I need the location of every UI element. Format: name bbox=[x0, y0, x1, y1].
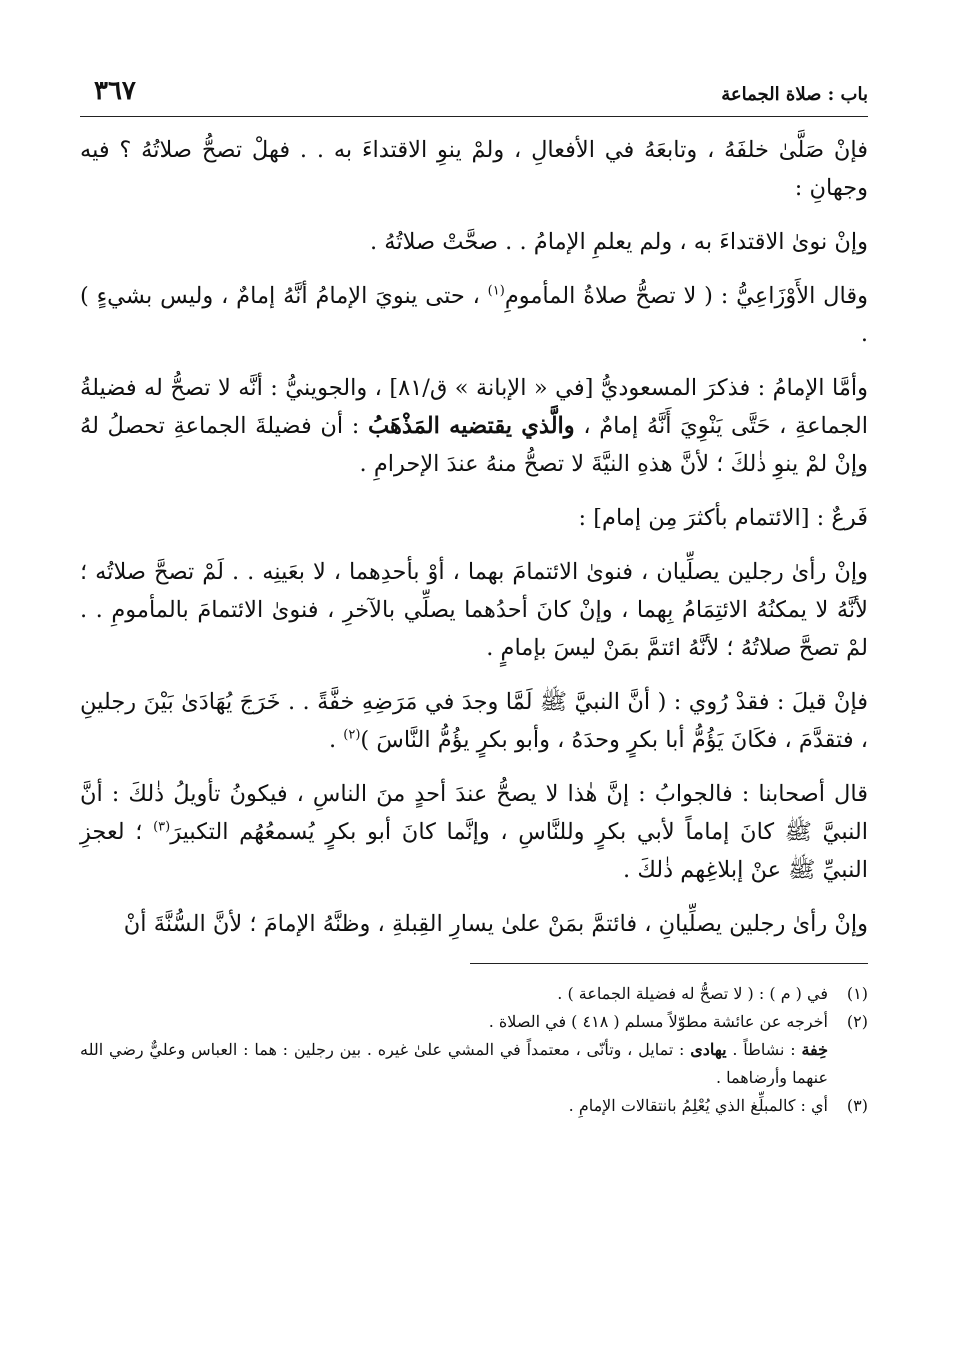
footnote-text: أي : كالمبلِّغ الذي يُعْلِمُ بانتقالات الإمامِ . bbox=[568, 1096, 828, 1115]
section-heading bbox=[80, 499, 868, 537]
page-number: ٣٦٧ bbox=[94, 76, 136, 106]
paragraph bbox=[80, 775, 868, 889]
footnote-text: أخرجه عن عائشة مطوّلاً مسلم ( ٤١٨ ) في الصلاة . bbox=[488, 1012, 828, 1031]
emphasis-text: والَّذي يقتضيه المَذْهَبُ bbox=[367, 413, 575, 439]
paragraph bbox=[80, 223, 868, 261]
paragraph bbox=[80, 131, 868, 207]
running-title: باب : صلاة الجماعة bbox=[721, 84, 868, 105]
footnote bbox=[80, 980, 868, 1008]
paragraph bbox=[80, 369, 868, 483]
gloss-text: : هما : العباس وعليٌّ رضي الله عنهما وأرضاهما . bbox=[80, 1040, 828, 1087]
paragraph-text: ؛ لعجزِ النبيِّ ﷺ عنْ إبلاغِهم ذٰلكَ . bbox=[80, 819, 868, 883]
paragraph bbox=[80, 553, 868, 667]
footnote-ref[interactable]: (١) bbox=[487, 283, 505, 299]
paragraph-text: وإنْ رأىٰ رجلين يصلِّيان ، فنوىٰ الائتمامَ بهما ، أوْ بأحدِهما ، لا بعَينِه . . لَمْ تصحَّ صلاتُه ؛ لأنَّهُ لا يمكنُهُ الائتِمَامُ بِهما ، وإنْ كانَ أحدُهما يصلِّي بالآخرِ ، فنوىٰ الائتمامَ بالمأمومِ . . لمْ تصحَّ صلاتُهُ ؛ لأنَّهُ ائتمَّ بمَنْ ليسَ بإمامٍ . bbox=[80, 559, 868, 661]
paragraph bbox=[80, 277, 868, 353]
footnote bbox=[80, 1092, 868, 1120]
paragraph-text: فإنْ قيلَ : فقدْ رُوي : ( أنَّ النبيَّ ﷺ لَمَّا وجدَ في مَرَضِهِ خفَّةً . . خَرَجَ يُهَادَىٰ بَيْنَ رجلينِ ، فتقدَّمَ ، فكَانَ يَؤُمُّ أبا بكرٍ وحدَهُ ، وأبو بكرٍ يؤُمُّ النَّاسَ ) bbox=[80, 689, 868, 753]
paragraph-text: وإنْ نوىٰ الاقتداءَ به ، ولم يعلمِ الإمامُ . . صحَّتْ صلاتُهُ . bbox=[369, 229, 868, 255]
paragraph-text: . bbox=[328, 727, 337, 753]
footnote-number: (١) bbox=[846, 984, 868, 1003]
paragraph bbox=[80, 905, 868, 943]
paragraph-text: وقال الأَوْزَاعِيُّ : ( لا تصحُّ صلاةُ المأمومِ bbox=[504, 283, 868, 309]
footnote-ref[interactable]: (٢) bbox=[343, 727, 361, 743]
paragraph-text: : أن فضيلةَ الجماعةِ تحصلُ لهُ وإنْ لمْ ينوِ ذٰلكَ ؛ لأنَّ هذهِ النيَّةَ لا تصحُّ منهُ عندَ الإحرامِ . bbox=[80, 413, 868, 477]
gloss-word: يهادى bbox=[690, 1040, 727, 1059]
paragraph-text: قال أصحابنا : فالجوابُ : إنَّ هٰذا لا يصحُّ عندَ أحدٍ منَ الناسِ ، فيكونُ تأويلُ ذٰلكَ : أنَّ النبيَّ ﷺ كانَ إماماً لأبي بكرٍ وللنَّاسِ ، وإنَّما كانَ أبو بكرٍ يُسمعُهُم التكبيرَ bbox=[80, 781, 868, 845]
main-text bbox=[80, 131, 868, 943]
footnote bbox=[80, 1008, 868, 1036]
footnote-number: (٣) bbox=[846, 1096, 868, 1115]
footnote-number: (٢) bbox=[846, 1012, 868, 1031]
footnote-text: في ( م ) : ( لا تصحُّ له فضيلة الجماعة ) . bbox=[557, 984, 828, 1003]
footnotes bbox=[80, 980, 868, 1120]
footnote-ref[interactable]: (٣) bbox=[153, 819, 171, 835]
paragraph-text: وأمَّا الإمامُ : فذكرَ المسعوديُّ [في « الإبانة » ق/٨١] ، والجوينيُّ : أنَّه لا تصحُّ له فضيلةُ الجماعةِ ، حَتَّى يَنْوِيَ أَنَّهُ إمامٌ ، bbox=[80, 375, 869, 439]
page-header bbox=[80, 76, 868, 117]
paragraph-text: وإنْ رأىٰ رجلين يصلِّيانِ ، فائتمَّ بمَنْ علىٰ يسارِ القِبلةِ ، وظنَّهُ الإمامَ ؛ لأنَّ السُّنَّةَ أنْ bbox=[123, 911, 868, 937]
section-heading-text: فَرعٌ : [الائتمام بأكثرَ مِن إمام] : bbox=[578, 505, 868, 531]
gloss-word: بين رجلين bbox=[293, 1040, 362, 1059]
paragraph-text: فإنْ صَلَّىٰ خلفَهُ ، وتابعَهُ في الأفعالِ ، ولمْ ينوِ الاقتداءَ به . . فهلْ تصحُّ صلاتُهُ ؟ فيه وجهانِ : bbox=[80, 137, 868, 201]
gloss-word: خِفة bbox=[801, 1040, 829, 1059]
gloss-text: : نشاطاً . bbox=[732, 1040, 796, 1059]
footnote-continuation bbox=[80, 1036, 868, 1092]
paragraph bbox=[80, 683, 868, 759]
paragraph-text: ، حتى ينويَ الإمامُ أنَّهُ إمامٌ ، وليس بشيءٍ ) . bbox=[80, 283, 868, 347]
gloss-text: : تمايل ، وتأنّى ، معتمداً في المشي علىٰ غيره . bbox=[366, 1040, 685, 1059]
footnote-divider bbox=[470, 963, 868, 964]
